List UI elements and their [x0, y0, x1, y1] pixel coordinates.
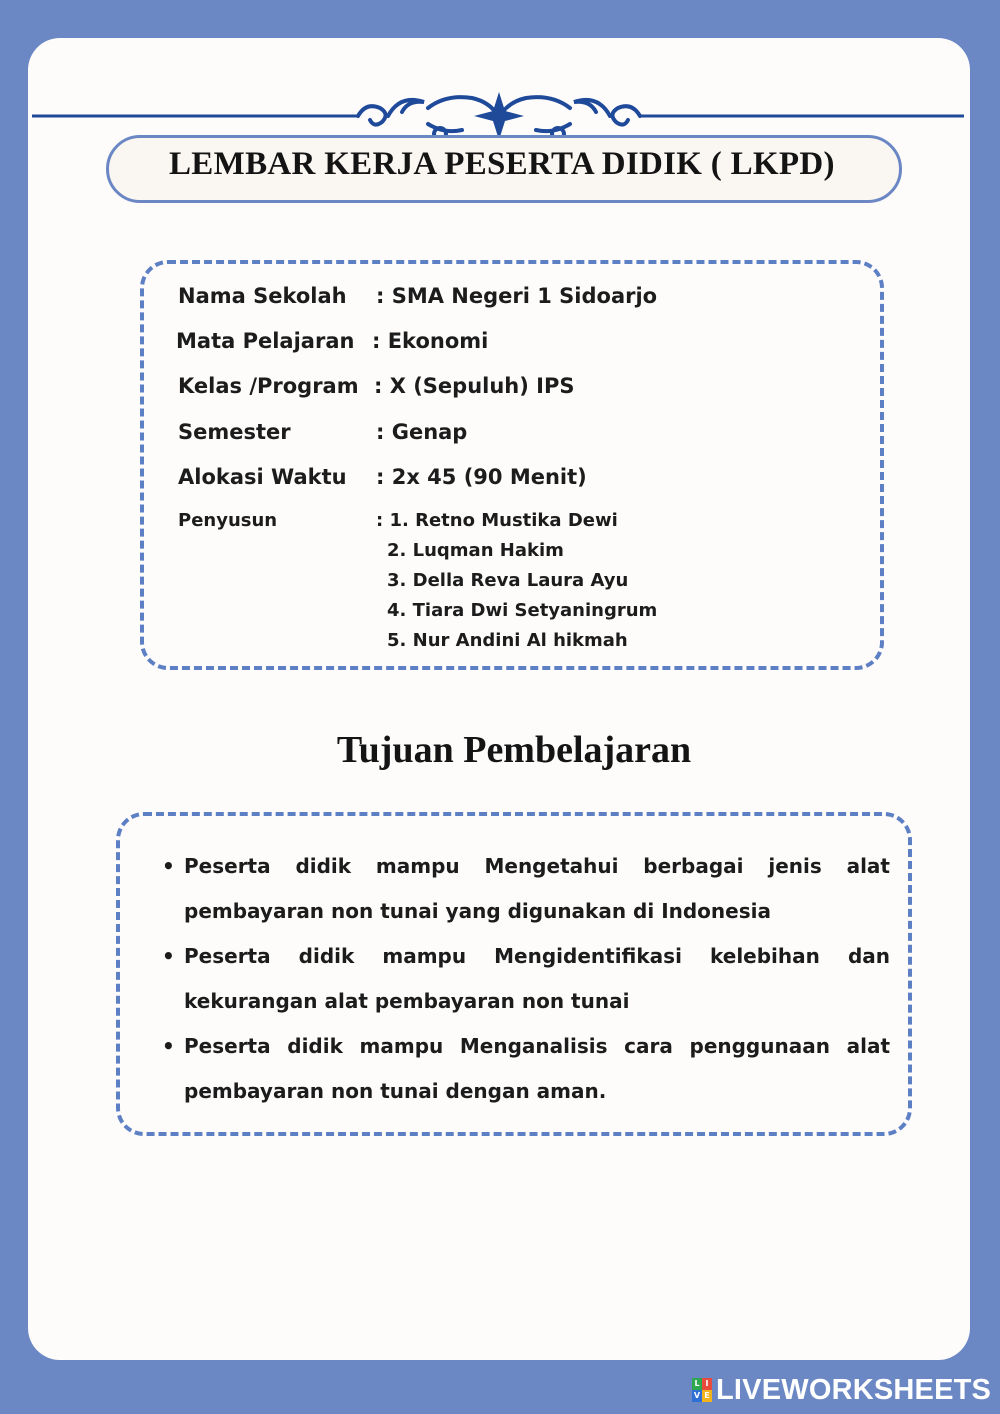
section-title: Tujuan Pembelajaran: [336, 729, 692, 771]
goal-text: Peserta didik mampu Mengidentifikasi kelebihan dan kekurangan alat pembayaran non tunai: [184, 944, 890, 1013]
info-value: : SMA Negeri 1 Sidoarjo: [376, 284, 658, 308]
info-panel: [140, 260, 884, 670]
goal-text: Peserta didik mampu Mengetahui berbagai jenis alat pembayaran non tunai yang digunakan di Indonesia: [184, 854, 890, 923]
bullet-icon: •: [162, 1034, 175, 1058]
goal-item: [162, 934, 890, 1024]
liveworksheets-logo-icon: L I V E: [692, 1378, 712, 1402]
author-item: 3. Della Reva Laura Ayu: [387, 570, 629, 591]
info-value: : X (Sepuluh) IPS: [374, 374, 575, 398]
info-label: Alokasi Waktu: [178, 465, 347, 489]
title-banner: [106, 135, 902, 203]
info-label: Nama Sekolah: [178, 284, 347, 308]
info-value: : Ekonomi: [372, 329, 489, 353]
info-value: : 2x 45 (90 Menit): [376, 465, 587, 489]
author-item: 2. Luqman Hakim: [387, 540, 564, 561]
info-value: : Genap: [376, 420, 468, 444]
info-label: Kelas /Program: [178, 374, 359, 398]
authors-label: Penyusun: [178, 510, 278, 531]
info-label: Mata Pelajaran: [176, 329, 355, 353]
goal-item: [162, 844, 890, 934]
worksheet-page: [28, 38, 970, 1360]
brand-watermark: [692, 1372, 991, 1408]
goal-item: [162, 1024, 890, 1114]
goal-text: Peserta didik mampu Menganalisis cara penggunaan alat pembayaran non tunai dengan aman.: [184, 1034, 890, 1103]
bullet-icon: •: [162, 944, 175, 968]
author-item: 5. Nur Andini Al hikmah: [387, 630, 628, 651]
bullet-icon: •: [162, 854, 175, 878]
info-label: Semester: [178, 420, 291, 444]
author-item: 4. Tiara Dwi Setyaningrum: [387, 600, 658, 621]
author-item: : 1. Retno Mustika Dewi: [376, 510, 618, 531]
brand-name: LIVEWORKSHEETS: [716, 1373, 992, 1406]
goals-panel: [116, 812, 912, 1136]
page-title: LEMBAR KERJA PESERTA DIDIK ( LKPD): [169, 146, 835, 182]
